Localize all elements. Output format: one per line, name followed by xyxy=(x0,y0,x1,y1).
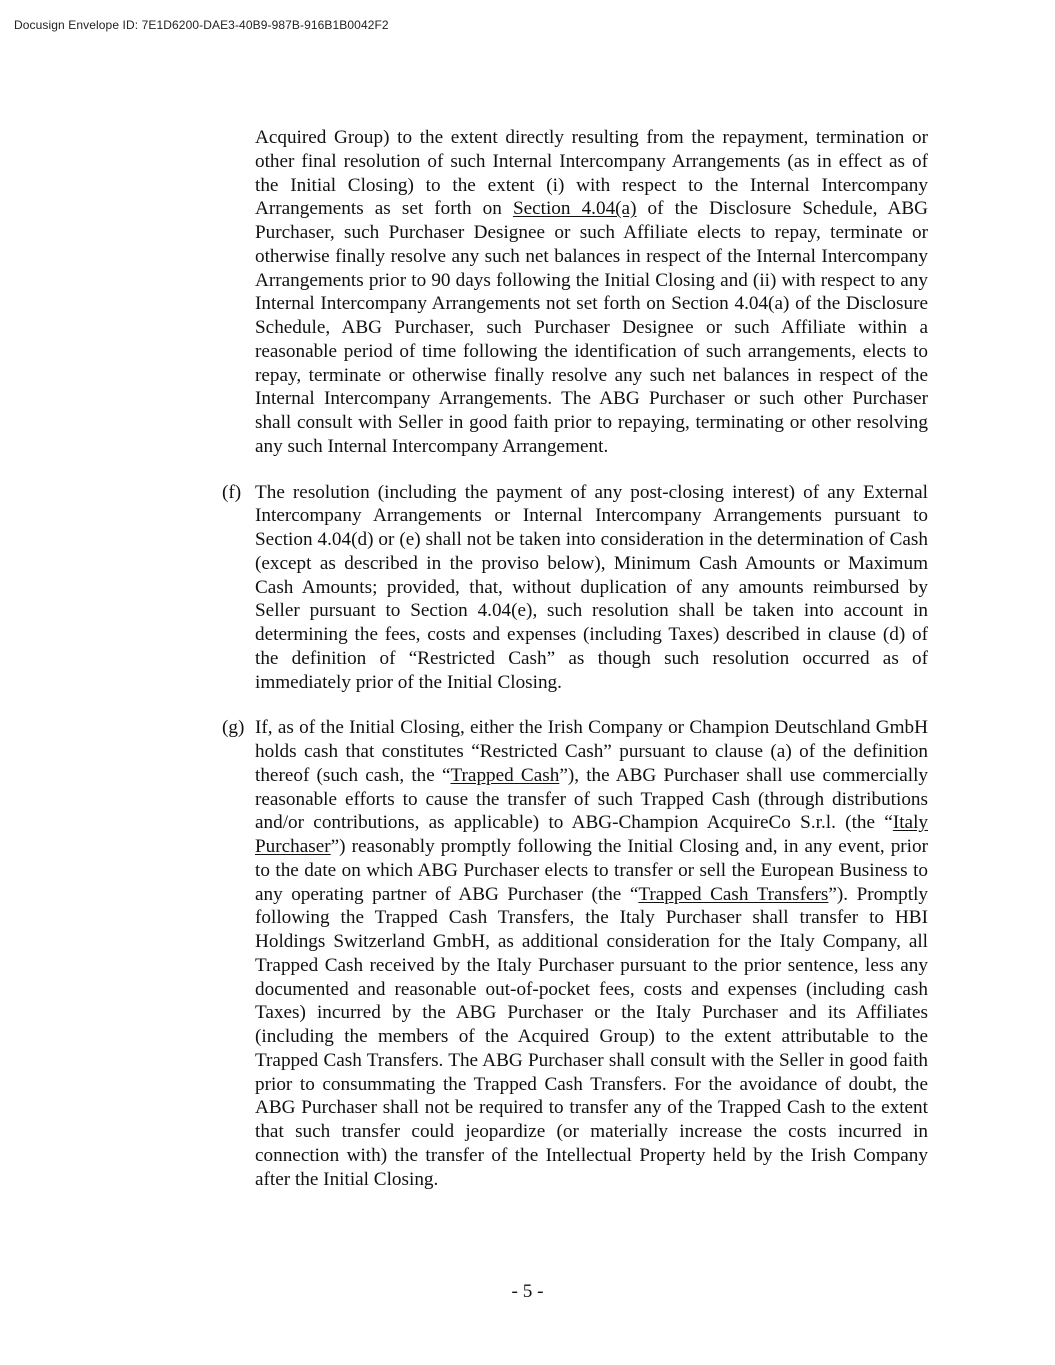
clause-g-text-4: ”). Promptly following the Trapped Cash Transfers, the Italy Purchaser shall transfer to HBI Holdings Switzerland GmbH, as additional consideration for the Italy Company, all Trapped Cash received by the Italy Purchaser pursuant to the prior sentence, less any documented and reasonable out-of-pocket fees, costs and expenses (including cash Taxes) incurred by the ABG Purchaser or the Italy Purchaser and its Affiliates (including the members of the Acquired Group) to the extent attributable to the Trapped Cash Transfers. The ABG Purchaser shall consult with the Seller in good faith prior to consummating the Trapped Cash Transfers. For the avoidance of doubt, the ABG Purchaser shall not be required to transfer any of the Trapped Cash to the extent that such transfer could jeopardize (or materially increase the costs incurred in connection with) the transfer of the Intellectual Property held by the Irish Company after the Initial Closing. xyxy=(255,883,928,1190)
clause-g-text-2: ”), the ABG Purchaser shall use commercially reasonable efforts to cause the transfer of such Trapped Cash (through distributions and/or contributions, as applicable) to ABG-Champion AcquireCo S.r.l. (the “ xyxy=(255,764,928,834)
defined-term-italy-purchaser: Italy Purchaser xyxy=(255,812,928,857)
defined-term-trapped-cash-transfers: Trapped Cash Transfers xyxy=(638,883,829,905)
defined-term-trapped-cash: Trapped Cash xyxy=(450,764,560,786)
page-number: - 5 - xyxy=(511,1281,544,1302)
continuation-text-1: Acquired Group) to the extent directly resulting from the repayment, termination or other final resolution of such Internal Intercompany Arrangements (as in effect as of the Initial Closing) to the extent (i) with respect to the Internal Intercompany Arrangements as set forth on xyxy=(255,127,928,220)
clause-g-label: (g) xyxy=(222,717,245,739)
clause-f xyxy=(222,481,928,695)
clause-g-text xyxy=(255,716,928,1191)
continuation-text-2: of the Disclosure Schedule, ABG Purchaser, such Purchaser Designee or such Affiliate elects to repay, terminate or otherwise finally resolve any such net balances in respect of the Internal Intercompany Arrangements prior to 90 days following the Initial Closing and (ii) with respect to any Internal Intercompany Arrangements not set forth on Section 4.04(a) of the Disclosure Schedule, ABG Purchaser, such Purchaser Designee or such Affiliate within a reasonable period of time following the identification of such arrangements, elects to repay, terminate or otherwise finally resolve any such net balances in respect of the Internal Intercompany Arrangements. The ABG Purchaser or such other Purchaser shall consult with Seller in good faith prior to repaying, terminating or other resolving any such Internal Intercompany Arrangement. xyxy=(255,198,928,457)
clause-g-text-1: If, as of the Initial Closing, either the Irish Company or Champion Deutschland GmbH holds cash that constitutes “Restricted Cash” pursuant to clause (a) of the definition thereof (such cash, the “ xyxy=(255,717,928,786)
document-body xyxy=(222,126,928,1191)
docusign-envelope-id: Docusign Envelope ID: 7E1D6200-DAE3-40B9-987B-916B1B0042F2 xyxy=(14,18,389,32)
clause-g-text-3: ”) reasonably promptly following the Initial Closing and, in any event, prior to the date on which ABG Purchaser elects to transfer or sell the European Business to any operating partner of ABG Purchaser (the “ xyxy=(255,836,928,905)
clause-f-text: The resolution (including the payment of any post-closing interest) of any External Intercompany Arrangements or Internal Intercompany Arrangements pursuant to Section 4.04(d) or (e) shall not be taken into consideration in the determination of Cash (except as described in the proviso below), Minimum Cash Amounts or Maximum Cash Amounts; provided, that, without duplication of any amounts reimbursed by Seller pursuant to Section 4.04(e), such resolution shall be taken into account in determining the fees, costs and expenses (including Taxes) described in clause (d) of the definition of “Restricted Cash” as though such resolution occurred as of immediately prior of the Initial Closing. xyxy=(255,481,928,693)
clause-g xyxy=(222,716,928,1191)
section-reference-4-04a: Section 4.04(a) xyxy=(512,198,637,220)
clause-f-label: (f) xyxy=(222,481,242,503)
continuation-paragraph xyxy=(222,126,928,459)
